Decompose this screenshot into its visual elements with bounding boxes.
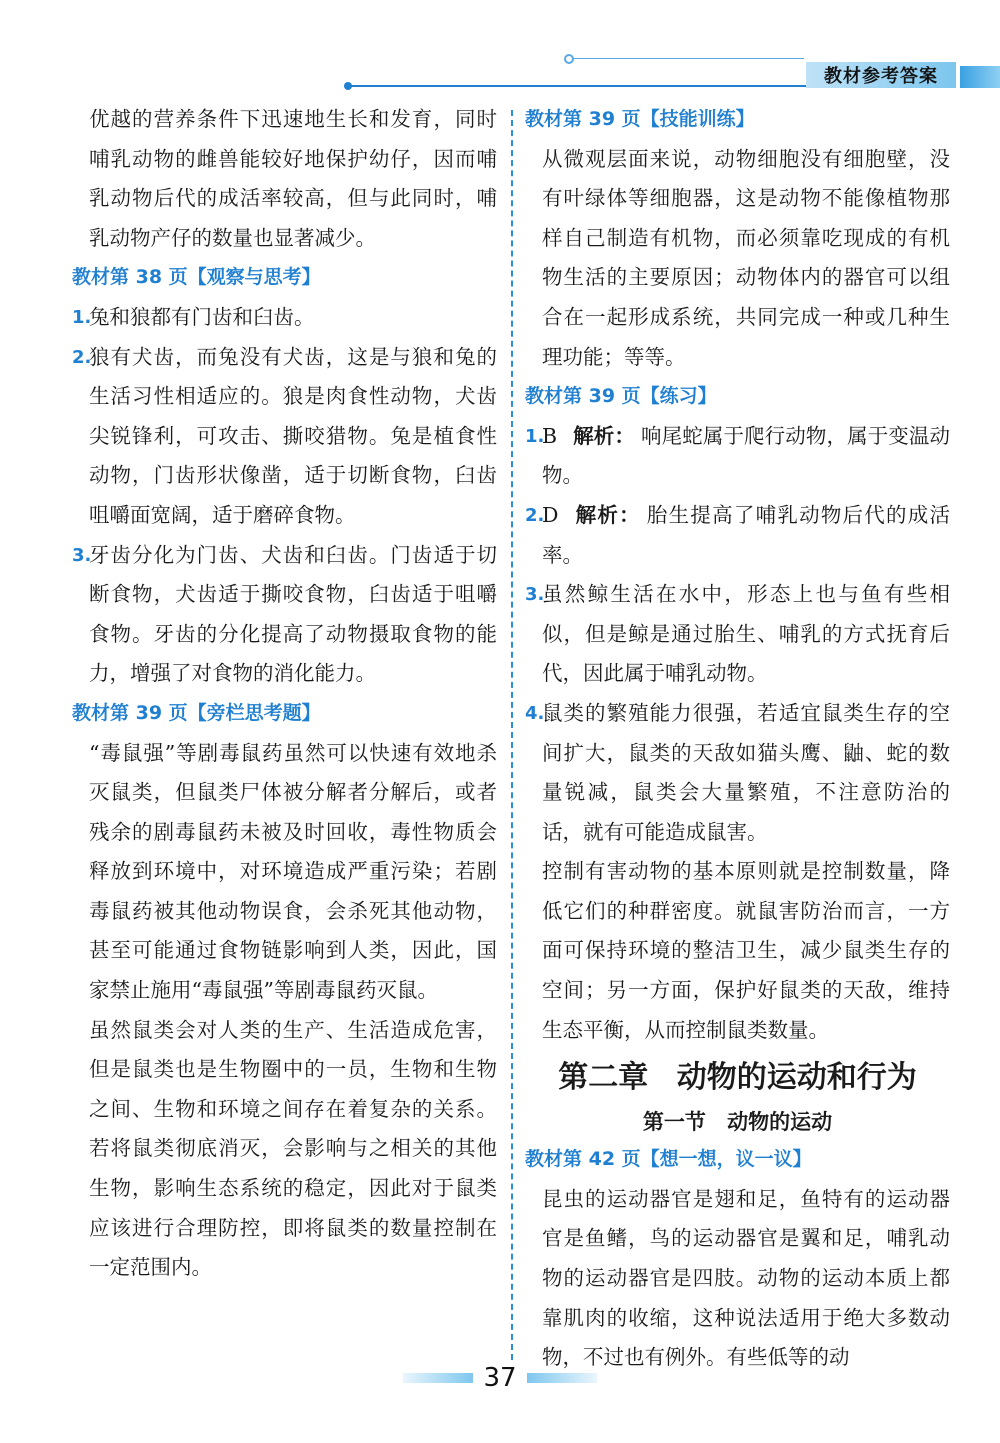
list-item xyxy=(72,298,497,338)
list-item xyxy=(525,417,950,496)
list-item xyxy=(525,575,950,694)
item-text: 虽然鲸生活在水中，形态上也与鱼有些相似，但是鲸是通过胎生、哺乳的方式抚育后代，因此属于哺乳动物。 xyxy=(542,582,950,686)
paragraph: 虽然鼠类会对人类的生产、生活造成危害，但是鼠类也是生物圈中的一员，生物和生物之间、生物和环境之间存在着复杂的关系。若将鼠类彻底消灭，会影响与之相关的其他生物，影响生态系统的稳定，因此对于鼠类应该进行合理防控，即将鼠类的数量控制在一定范围内。 xyxy=(89,1017,497,1280)
list-item xyxy=(72,338,497,536)
item-number: 1. xyxy=(72,306,92,328)
item-number: 3. xyxy=(72,544,92,566)
item-number: 4. xyxy=(525,702,545,724)
paragraph: “毒鼠强”等剧毒鼠药虽然可以快速有效地杀灭鼠类，但鼠类尸体被分解者分解后，或者残余的剧毒鼠药未被及时回收，毒性物质会释放到环境中，对环境造成严重污染；若剧毒鼠药被其他动物误食，会杀死其他动物，甚至可能通过食物链影响到人类，因此，国家禁止施用“毒鼠强”等剧毒鼠药灭鼠。 xyxy=(89,740,497,1003)
paragraph: 从微观层面来说，动物细胞没有细胞壁，没有叶绿体等细胞器，这是动物不能像植物那样自己制造有机物，而必须靠吃现成的有机物生活的主要原因；动物体内的器官可以组合在一起形成系统，共同完成一种或几种生理功能；等等。 xyxy=(542,146,950,369)
item-number: 3. xyxy=(525,584,545,606)
item-text: 狼有犬齿，而兔没有犬齿，这是与狼和兔的生活习性相适应的。狼是肉食性动物，犬齿尖锐锋利，可攻击、撕咬猎物。兔是植食性动物，门齿形状像凿，适于切断食物，臼齿咀嚼面宽阔，适于磨碎食物。 xyxy=(89,344,497,527)
analysis-text: 响尾蛇属于爬行动物，属于变温动物。 xyxy=(542,423,951,488)
section-heading: 教材第 42 页【想一想，议一议】 xyxy=(525,1148,812,1171)
item-text xyxy=(542,417,950,496)
paragraph: 昆虫的运动器官是翅和足，鱼特有的运动器官是鱼鳍，鸟的运动器官是翼和足，哺乳动物的运动器官是四肢。动物的运动本质上都靠肌肉的收缩，这种说法适用于绝大多数动物，不过也有例外。有些低等的动 xyxy=(542,1186,950,1370)
section-heading: 教材第 39 页【技能训练】 xyxy=(525,108,755,130)
header-badge xyxy=(806,62,956,88)
item-text: 牙齿分化为门齿、犬齿和臼齿。门齿适于切断食物，犬齿适于撕咬食物，臼齿适于咀嚼食物。牙齿的分化提高了动物摄取食物的能力，增强了对食物的消化能力。 xyxy=(89,542,497,686)
header-rule-thin xyxy=(572,58,804,59)
footer-bar-right xyxy=(527,1373,597,1383)
item-text xyxy=(542,496,950,575)
header-badge-text: 教材参考答案 xyxy=(824,66,938,87)
item-text: 兔和狼都有门齿和臼齿。 xyxy=(89,304,315,329)
list-item xyxy=(525,694,950,852)
list-item xyxy=(525,496,950,575)
page-number: 37 xyxy=(483,1363,517,1393)
section-title: 第一节 动物的运动 xyxy=(642,1110,833,1135)
answer-letter: D xyxy=(542,502,559,527)
item-number: 2. xyxy=(525,504,545,526)
analysis-text: 胎生提高了哺乳动物后代的成活率。 xyxy=(542,502,951,567)
section-heading: 教材第 39 页【练习】 xyxy=(525,385,717,408)
intro-paragraph: 优越的营养条件下迅速地生长和发育，同时哺乳动物的雌兽能较好地保护幼仔，因而哺乳动物后代的成活率较高，但与此同时，哺乳动物产仔的数量也显著减少。 xyxy=(89,107,497,250)
chapter-title: 第二章 动物的运动和行为 xyxy=(558,1060,917,1096)
right-column xyxy=(525,100,950,1378)
section-heading: 教材第 38 页【观察与思考】 xyxy=(72,266,321,289)
header-tail xyxy=(960,66,1000,88)
left-column xyxy=(72,100,497,1288)
page-footer xyxy=(0,1358,1000,1398)
footer-bar-left xyxy=(403,1373,473,1383)
item-text: 鼠类的繁殖能力很强，若适宜鼠类生存的空间扩大，鼠类的天敌如猫头鹰、鼬、蛇的数量锐减，鼠类会大量繁殖，不注意防治的话，就有可能造成鼠害。 xyxy=(542,700,950,844)
analysis-label: 解析： xyxy=(574,502,641,527)
section-heading: 教材第 39 页【旁栏思考题】 xyxy=(72,701,321,724)
header-dot xyxy=(344,82,352,90)
paragraph: 控制有害动物的基本原则就是控制数量，降低它们的种群密度。就鼠害防治而言，一方面可保持环境的整洁卫生，减少鼠类生存的空间；另一方面，保护好鼠类的天敌，维持生态平衡，从而控制鼠类数量。 xyxy=(542,859,950,1042)
analysis-label: 解析： xyxy=(573,423,636,448)
header-ring-dot xyxy=(564,54,574,64)
item-number: 2. xyxy=(72,346,92,368)
list-item xyxy=(72,536,497,694)
header-rule xyxy=(348,85,810,87)
answer-letter: B xyxy=(542,423,558,448)
item-number: 1. xyxy=(525,425,545,447)
column-divider xyxy=(511,110,513,1360)
